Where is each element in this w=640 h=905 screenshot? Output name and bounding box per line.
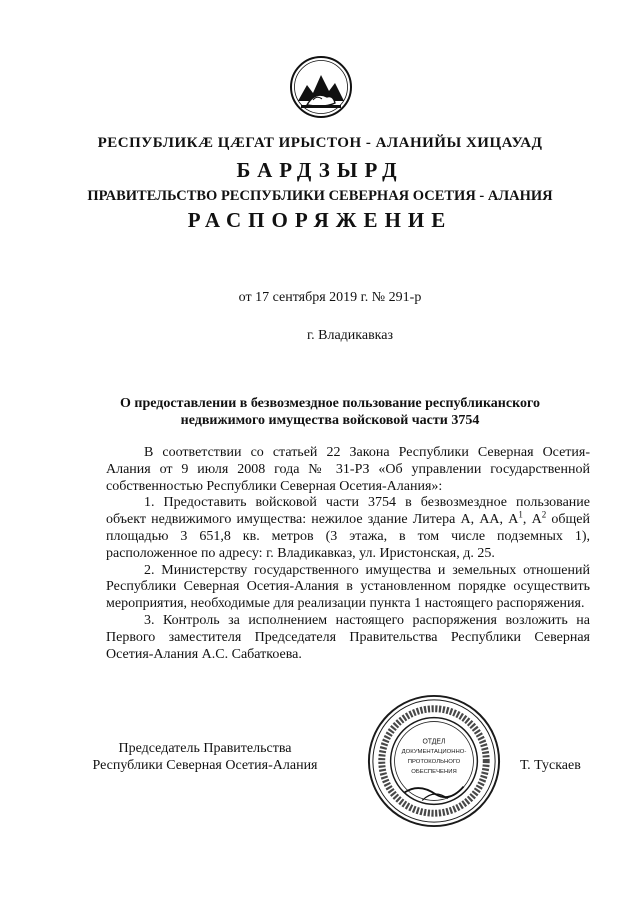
stamp-line-1: ОТДЕЛ	[422, 738, 446, 746]
document-body	[106, 445, 590, 663]
document-city: г. Владикавказ	[306, 328, 394, 343]
signatory-position-line-2: Республики Северная Осетия-Алания	[92, 758, 318, 773]
subject-line-1: О предоставлении в безвозмездное пользование республиканского	[120, 396, 540, 411]
official-stamp	[365, 692, 503, 830]
stamp-line-4: ОБЕСПЕЧЕНИЯ	[411, 768, 457, 775]
header-ossetian-doc-type: БАРДЗЫРД	[236, 158, 404, 182]
body-intro: В соответствии со статьей 22 Закона Республики Северная Осетия-Алания от 9 июля 2008 года № 31-РЗ «Об управлении государственной собственностью Республики Северная Осетия-Алания»:	[106, 445, 590, 494]
signatory-name: Т. Тускаев	[520, 758, 581, 773]
body-item-1: 1. Предоставить войсковой части 3754 в безвозмездное пользование объект недвижимого имущества: нежилое здание Литера А, АА, $А^1$, $А^2$ общей площадью 3 651,8 кв. метров (3 этажа, в том числе подземных 1), расположенное по адресу: г. Владикавказ, ул. Иристонская, д. 25.	[106, 495, 591, 561]
header-russian-title: ПРАВИТЕЛЬСТВО РЕСПУБЛИКИ СЕВЕРНАЯ ОСЕТИЯ - АЛАНИЯ	[87, 188, 553, 204]
subject-line-2: недвижимого имущества войсковой части 3754	[180, 413, 480, 428]
body-item-3: 3. Контроль за исполнением настоящего распоряжения возложить на Первого заместителя Председателя Правительства Республики Северная Осетия-Алания А.С. Сабаткоева.	[106, 612, 590, 662]
stamp-line-2: ДОКУМЕНТАЦИОННО-	[401, 749, 467, 756]
header-ossetian-title: РЕСПУБЛИКӔ ЦӔГАТ ИРЫСТОН - АЛАНИЙЫ ХИЦАУАД	[97, 135, 543, 151]
emblem-icon	[289, 55, 353, 119]
body-item-2: 2. Министерству государственного имущества и земельных отношений Республики Северная Осетия-Алания в установленном порядке осуществить мероприятия, необходимые для реализации пункта 1 настоящего распоряжения.	[106, 562, 590, 612]
document-date-number: от 17 сентября 2019 г. № 291-р	[238, 290, 422, 305]
signatory-position-line-1: Председатель Правительства	[118, 741, 292, 756]
signatory-position	[80, 740, 330, 774]
document-subject	[95, 395, 565, 429]
header-russian-doc-type: РАСПОРЯЖЕНИЕ	[187, 208, 453, 232]
stamp-line-3: ПРОТОКОЛЬНОГО	[407, 758, 461, 765]
